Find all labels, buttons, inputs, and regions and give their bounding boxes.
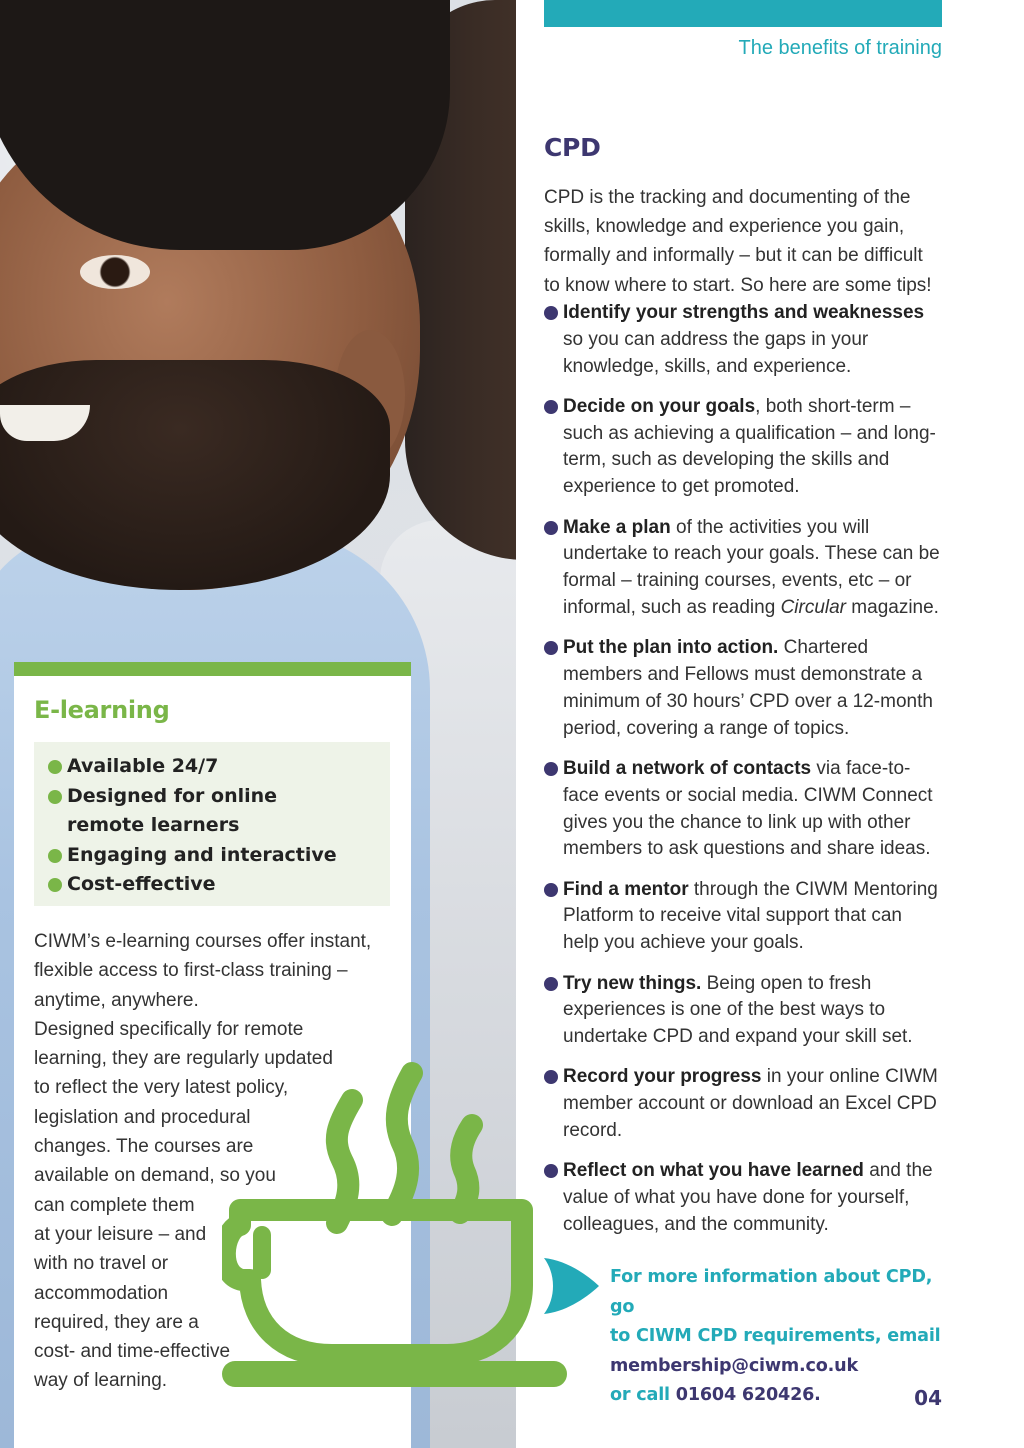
elearning-body-text: CIWM’s e-learning courses offer instant, flexible access to first-class training – anytime, anywhere. Designed specifically for remote learning, they are regularly updated to reflect the very latest policy, legislation and procedural changes. The courses are available on demand, so you can complete them at your leisure – and with no travel or accommodation required, they are a cost- and time-effective way of learning. bbox=[34, 931, 372, 1392]
tip-reflect: Reflect on what you have learned and the value of what you have done for yourself, colleagues, and the community. bbox=[544, 1158, 942, 1238]
elearning-key-points bbox=[34, 742, 390, 906]
key-point-engaging: Engaging and interactive bbox=[48, 841, 390, 871]
photo-man-hair bbox=[0, 0, 450, 250]
tip-action: Put the plan into action. Chartered members and Fellows must demonstrate a minimum of 30 hours’ CPD over a 12-month period, covering a range of topics. bbox=[544, 635, 942, 742]
tip-plan: Make a plan of the activities you will undertake to reach your goals. These can be formal – training courses, events, etc – or informal, such as reading Circular magazine. bbox=[544, 515, 942, 622]
coffee-cup-icon bbox=[222, 1055, 567, 1395]
cpd-title: CPD bbox=[544, 133, 601, 162]
elearning-title: E-learning bbox=[34, 696, 170, 724]
top-accent-bar bbox=[544, 0, 942, 27]
tip-goals: Decide on your goals, both short-term – such as achieving a qualification – and long-term, such as developing the skills and experience to get promoted. bbox=[544, 394, 942, 501]
section-label: The benefits of training bbox=[738, 37, 942, 59]
tip-new-things: Try new things. Being open to fresh experiences is one of the best ways to undertake CPD and expand your skill set. bbox=[544, 971, 942, 1051]
tip-network: Build a network of contacts via face-to-face events or social media. CIWM Connect gives you the chance to link up with other members to ask questions and share ideas. bbox=[544, 756, 942, 863]
cpd-tips-list bbox=[544, 300, 942, 1252]
key-point-designed: Designed for online remote learners bbox=[48, 782, 390, 841]
tip-mentor: Find a mentor through the CIWM Mentoring Platform to receive vital support that can help you achieve your goals. bbox=[544, 877, 942, 957]
cpd-intro: CPD is the tracking and documenting of the skills, knowledge and experience you gain, formally and informally – but it can be difficult to know where to start. So here are some tips! bbox=[544, 187, 932, 296]
arrow-pointer-icon bbox=[544, 1258, 599, 1314]
page-number: 04 bbox=[914, 1386, 942, 1410]
more-info-text: For more information about CPD, go to CIWM CPD requirements, email membership@ciwm.co.uk or call 01604 620426. bbox=[610, 1267, 941, 1405]
photo-man-eye bbox=[80, 255, 150, 289]
tip-strengths: Identify your strengths and weaknesses so you can address the gaps in your knowledge, skills, and experience. bbox=[544, 300, 942, 380]
key-point-available: Available 24/7 bbox=[48, 752, 390, 782]
membership-email-link[interactable]: membership@ciwm.co.uk bbox=[610, 1355, 858, 1376]
tip-record: Record your progress in your online CIWM member account or download an Excel CPD record. bbox=[544, 1064, 942, 1144]
key-point-cost: Cost-effective bbox=[48, 870, 390, 900]
phone-number[interactable]: 01604 620426. bbox=[675, 1385, 821, 1405]
